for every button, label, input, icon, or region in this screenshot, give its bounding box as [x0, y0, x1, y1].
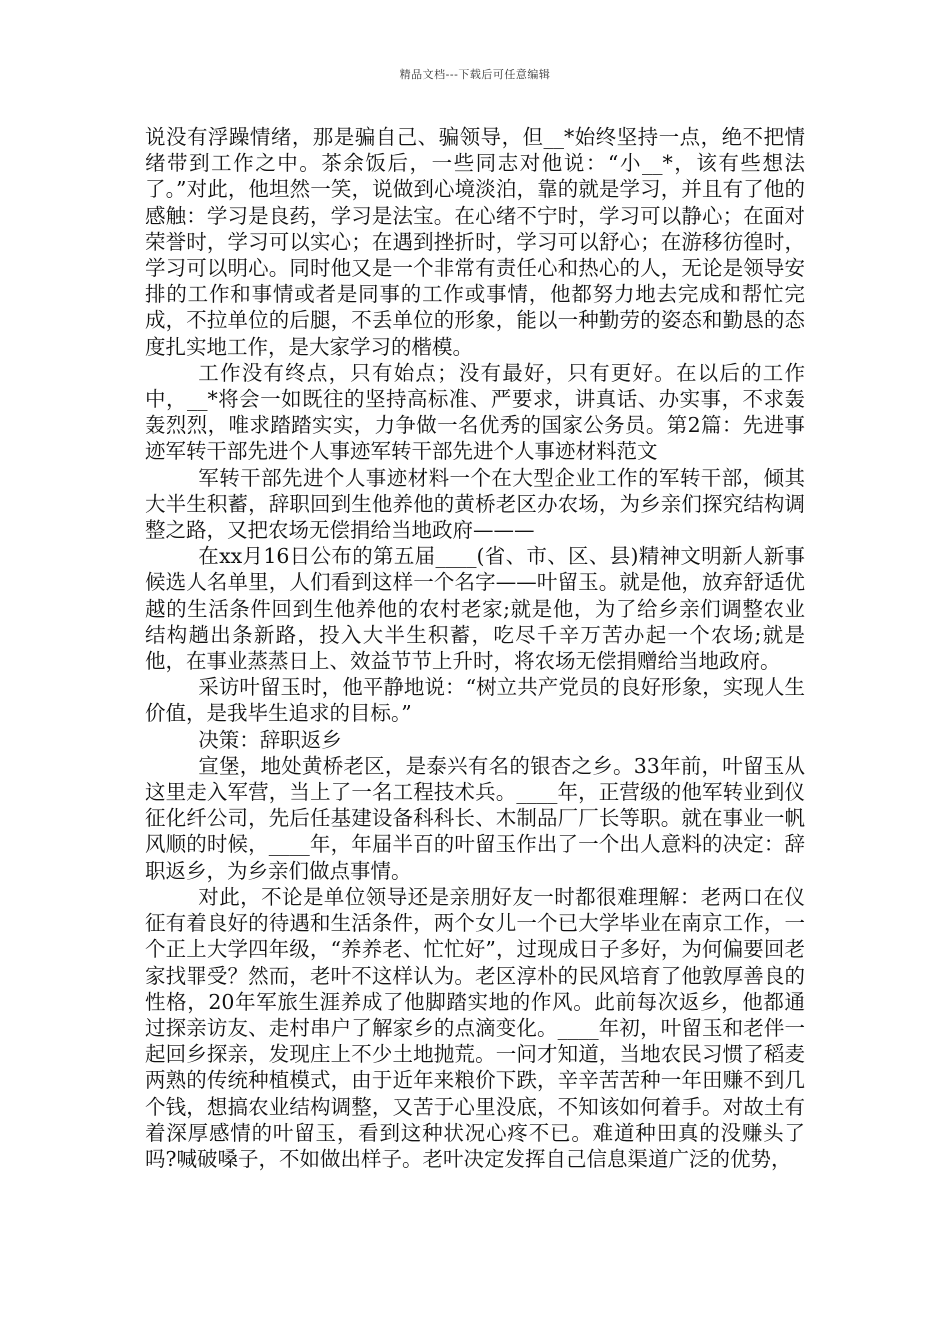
paragraph: 说没有浮躁情绪，那是骗自己、骗领导，但__*始终坚持一点，绝不把情绪带到工作之中。茶余饭后，一些同志对他说：“小__*，该有些想法了。”对此，他坦然一笑，说做到心境淡泊，靠的就是学习，并且有了他的感触：学习是良药，学习是法宝。在心绪不宁时，学习可以静心；在面对荣誉时，学习可以实心；在遇到挫折时，学习可以舒心；在游移彷徨时，学习可以明心。同时他又是一个非常有责任心和热心的人，无论是领导安排的工作和事情或者是同事的工作或事情，他都努力地去完成和帮忙完成，不拉单位的后腿，不丢单位的形象，能以一种勤劳的姿态和勤恳的态度扎实地工作，是大家学习的楷模。 [145, 125, 805, 359]
paragraph: 宣堡，地处黄桥老区，是泰兴有名的银杏之乡。33年前，叶留玉从这里走入军营，当上了一名工程技术兵。____年，正营级的他军转业到仪征化纤公司，先后任基建设备科科长、木制品厂厂长等职。就在事业一帆风顺的时候，____年，年届半百的叶留玉作出了一个出人意料的决定：辞职返乡，为乡亲们做点事情。 [145, 753, 805, 883]
section-heading: 决策：辞职返乡 [198, 727, 342, 752]
document-body [145, 124, 805, 1172]
page-header: 精品文档---下载后可任意编辑 [399, 68, 551, 81]
paragraph: 对此，不论是单位领导还是亲朋好友一时都很难理解：老两口在仪征有着良好的待遇和生活条件，两个女儿一个已大学毕业在南京工作，一个正上大学四年级，“养养老、忙忙好”，过现成日子多好，为何偏要回老家找罪受？然而，老叶不这样认为。老区淳朴的民风培育了他敦厚善良的性格，20年军旅生涯养成了他脚踏实地的作风。此前每次返乡，他都通过探亲访友、走村串户了解家乡的点滴变化。____年初，叶留玉和老伴一起回乡探亲，发现庄上不少土地抛荒。一问才知道，当地农民习惯了稻麦两熟的传统种植模式，由于近年来粮价下跌，辛辛苦苦种一年田赚不到几个钱，想搞农业结构调整，又苦于心里没底，不知该如何着手。对故土有着深厚感情的叶留玉，看到这种状况心疼不已。难道种田真的没赚头了吗?喊破嗓子，不如做出样子。老叶决定发挥自己信息渠道广泛的优势， [145, 884, 805, 1171]
paragraph: 军转干部先进个人事迹材料一个在大型企业工作的军转干部，倾其大半生积蓄，辞职回到生他养他的黄桥老区办农场，为乡亲们探究结构调整之路，又把农场无偿捐给当地政府——— [145, 465, 805, 543]
paragraph: 工作没有终点，只有始点；没有最好，只有更好。在以后的工作中，__*将会一如既往的坚持高标准、严要求，讲真话、办实事，不求轰轰烈烈，唯求踏踏实实，力争做一名优秀的国家公务员。第2篇：先进事迹军转干部先进个人事迹军转干部先进个人事迹材料范文 [145, 360, 805, 464]
paragraph: 在xx月16日公布的第五届____(省、市、区、县)精神文明新人新事候选人名单里，人们看到这样一个名字——叶留玉。就是他，放弃舒适优越的生活条件回到生他养他的农村老家;就是他，为了给乡亲们调整农业结构趟出条新路，投入大半生积蓄，吃尽千辛万苦办起一个农场;就是他，在事业蒸蒸日上、效益节节上升时，将农场无偿捐赠给当地政府。 [145, 544, 805, 674]
paragraph: 采访叶留玉时，他平静地说：“树立共产党员的良好形象，实现人生价值，是我毕生追求的目标。” [145, 675, 805, 726]
